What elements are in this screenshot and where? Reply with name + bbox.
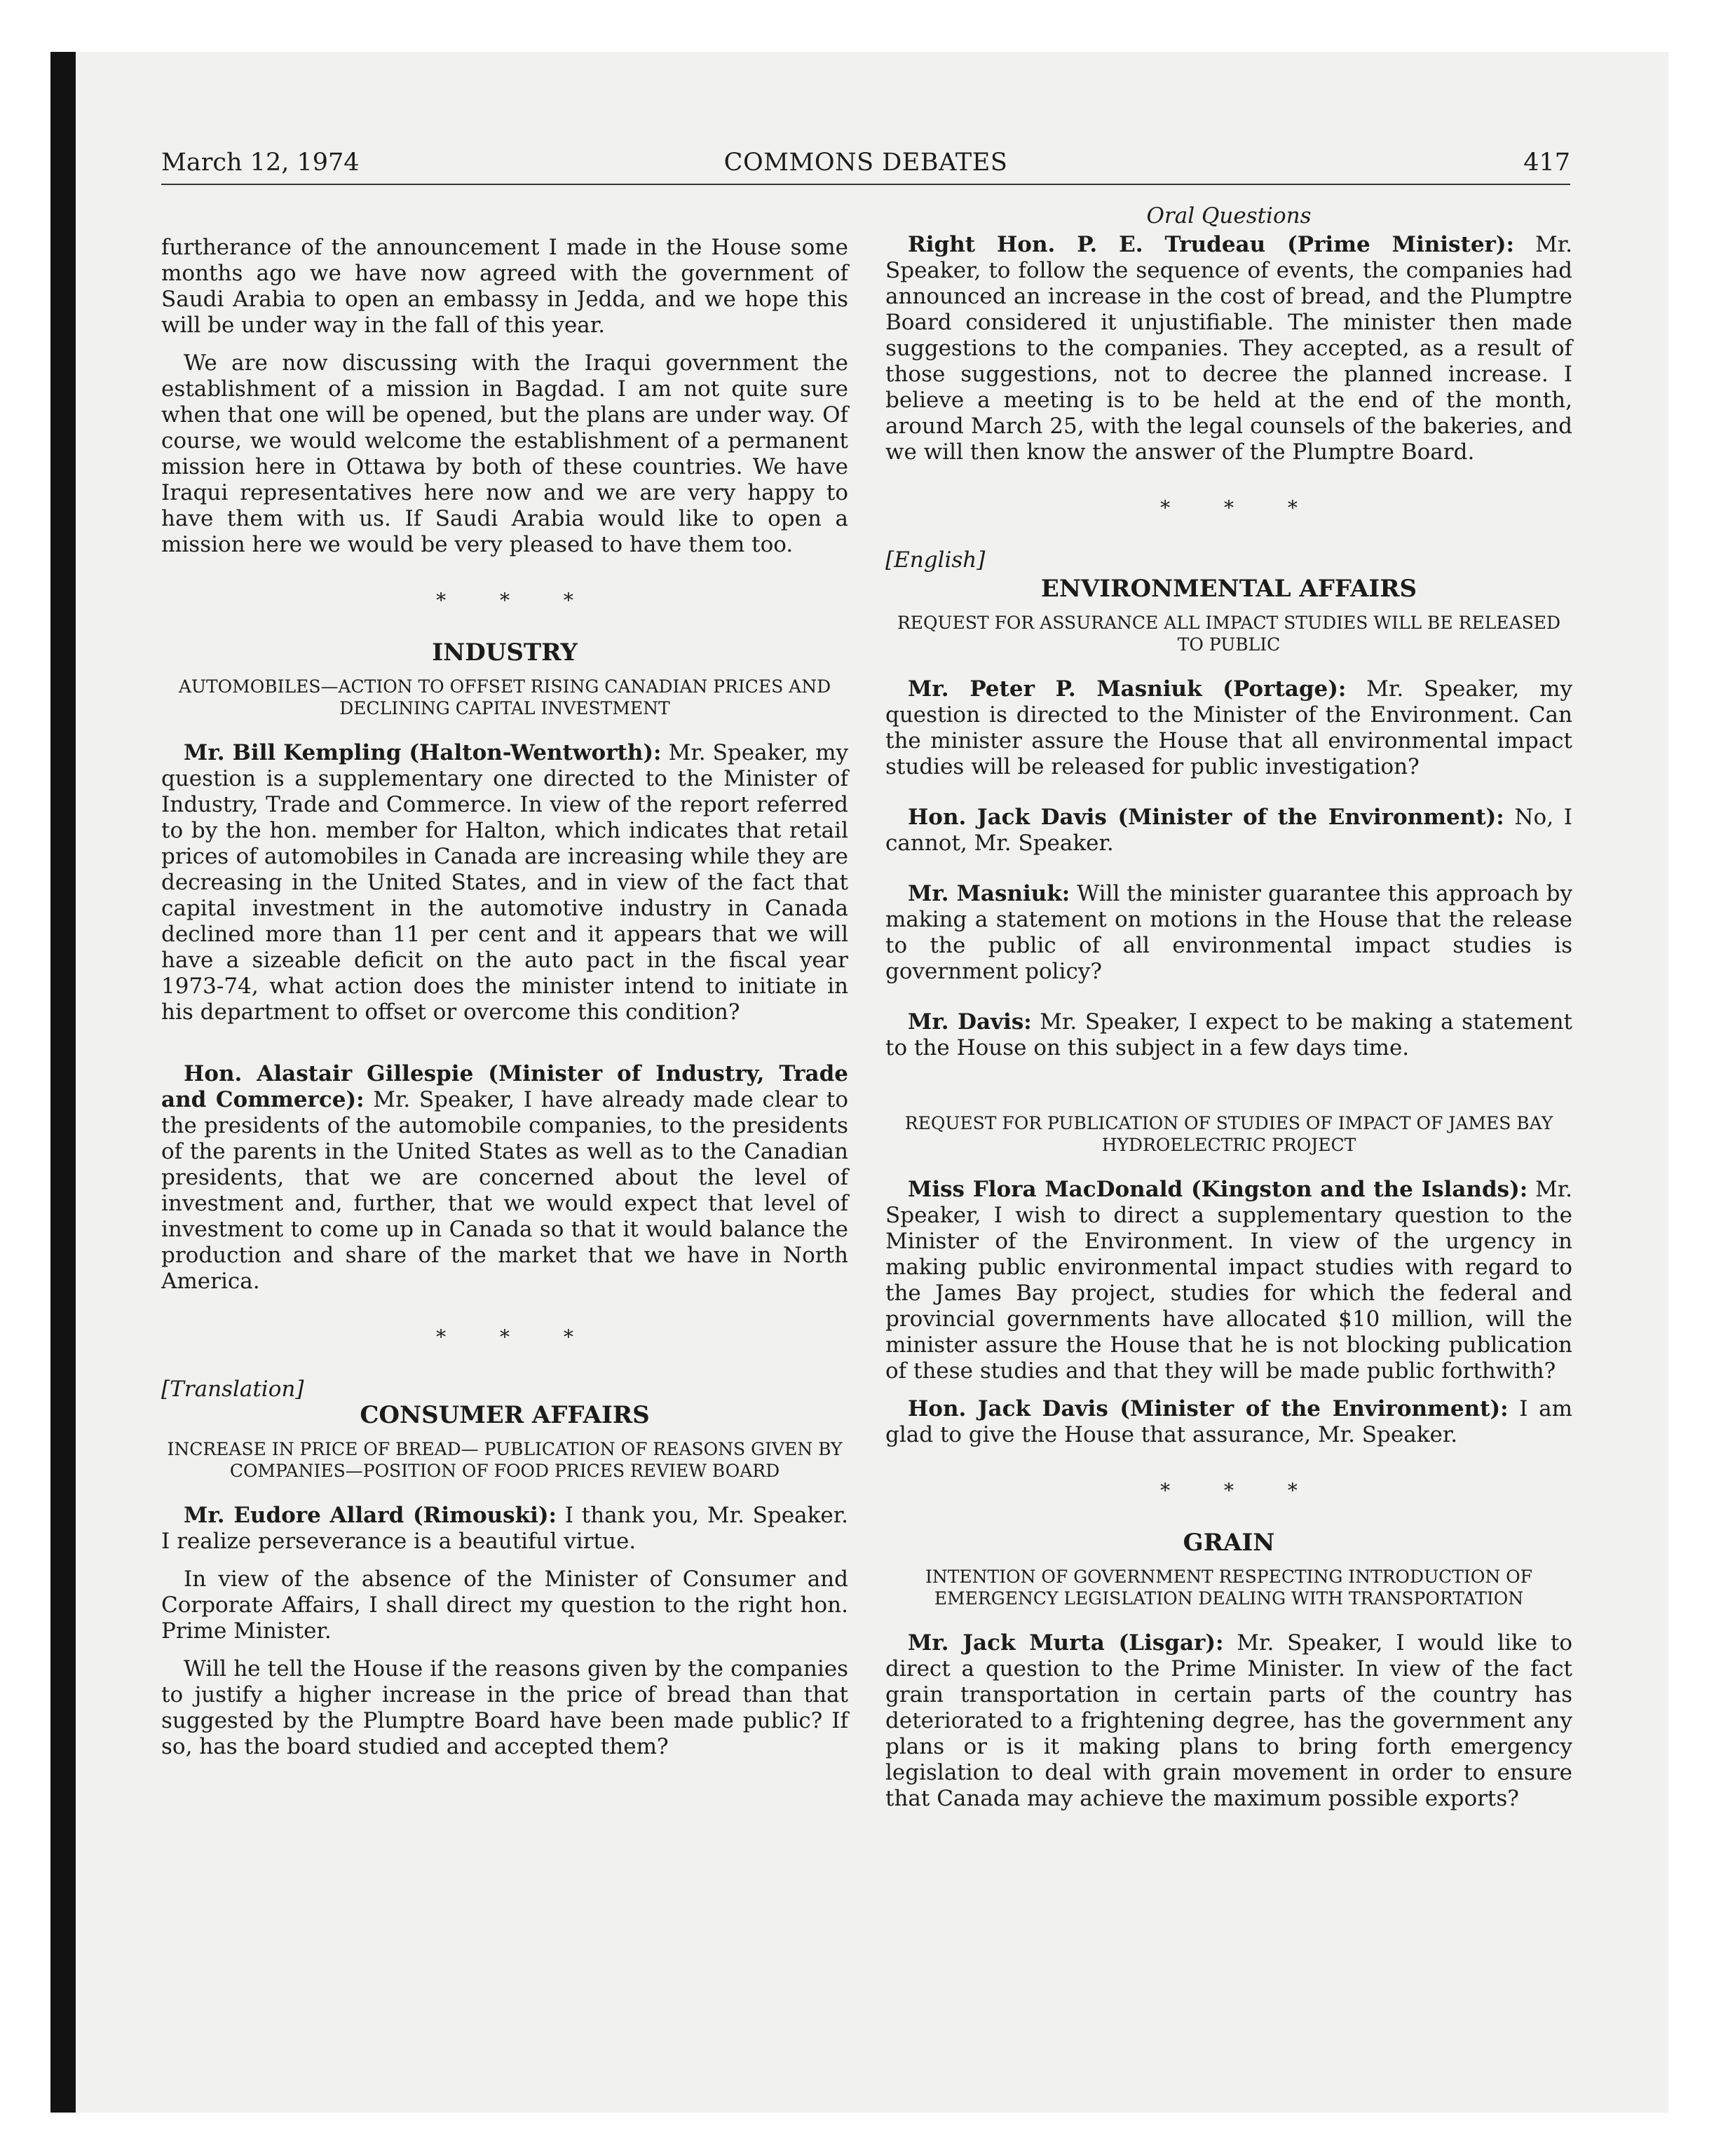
language-label: [English] [885,547,986,573]
speech-text: Mr. Speaker, my question is directed to the Minister of the Environment. Can the minister assure the House that all environmental impact studies will be released for public investigation? [885,676,1572,779]
speaker-name: Mr. Masniuk: [908,881,1070,906]
speech-paragraph [885,1177,1572,1384]
section-separator: * * * [1160,496,1321,519]
speech-paragraph [885,1009,1572,1061]
speaker-name: Mr. Bill Kempling (Halton-Wentworth): [184,740,662,765]
speaker-name: Miss Flora MacDonald (Kingston and the Islands): [908,1177,1528,1202]
left-column [161,235,848,1772]
speaker-name: Hon. Jack Davis (Minister of the Environment): [908,1396,1509,1421]
paragraph: Will he tell the House if the reasons given by the companies to justify a higher increase in the price of bread than that suggested by the Plumptre Board have been made public? If so, has the board studied and accepted them? [161,1656,848,1759]
speech-text: Mr. Speaker, I expect to be making a statement to the House on this subject in a few days time. [885,1009,1572,1060]
subheading: INCREASE IN PRICE OF BREAD— PUBLICATION OF REASONS GIVEN BY COMPANIES—POSITION OF FOOD PRICES REVIEW BOARD [167,1439,843,1481]
speech-text: Will the minister guarantee this approach by making a statement on motions in the House that the release to the public of all environmental impact studies is government policy? [885,881,1572,984]
section-title-environmental-affairs: ENVIRONMENTAL AFFAIRS [1040,575,1417,603]
speaker-name: Hon. Alastair Gillespie (Minister of Industry, Trade and Commerce): [161,1061,848,1112]
section-separator: * * * [1160,1479,1321,1502]
header-title: COMMONS DEBATES [723,149,1008,177]
subheading: INTENTION OF GOVERNMENT RESPECTING INTRODUCTION OF EMERGENCY LEGISLATION DEALING WITH TRANSPORTATION [925,1567,1532,1609]
speech-text: No, I cannot, Mr. Speaker. [885,805,1572,856]
speech-text: Mr. Speaker, my question is a supplementary one directed to the Minister of Industry, Trade and Commerce. In view of the report referred to by the hon. member for Halton, which indicates that retail prices of automobiles in Canada are increasing while they are decreasing in the United States, and in view of the fact that capital investment in the automotive industry in Canada declined more than 11 per cent and it appears that we will have a sizeable deficit on the auto pact in the fiscal year 1973-74, what action does the minister intend to initiate in his department to offset or overcome this condition? [161,740,848,1025]
speech-text: Mr. Speaker, I would like to direct a question to the Prime Minister. In view of the fact grain transportation in certain parts of the country has deteriorated to a frightening degree, has the government any plans or is it making plans to bring forth emergency legislation to deal with grain movement in order to ensure that Canada may achieve the maximum possible exports? [885,1630,1572,1811]
running-head: Oral Questions [1146,203,1312,228]
speech-paragraph [885,232,1572,465]
speaker-name: Mr. Davis: [908,1009,1032,1035]
speaker-name: Hon. Jack Davis (Minister of the Environment): [908,805,1504,830]
subheading: REQUEST FOR ASSURANCE ALL IMPACT STUDIES WILL BE RELEASED TO PUBLIC [897,613,1561,655]
section-title-consumer-affairs: CONSUMER AFFAIRS [360,1401,650,1429]
speech-paragraph [885,1396,1572,1448]
right-column [885,203,1572,1824]
speech-paragraph [885,881,1572,985]
paragraph: We are now discussing with the Iraqui government the establishment of a mission in Bagdad. I am not quite sure when that one will be opened, but the plans are under way. Of course, we would welcome the establishment of a permanent mission here in Ottawa by both of these countries. We have Iraqui representatives here now and we are very happy to have them with us. If Saudi Arabia would like to open a mission here we would be very pleased to have them too. [161,350,848,557]
speech-text: Mr. Speaker, I have already made clear to the presidents of the automobile companies, to the presidents of the parents in the United States as well as to the Canadian presidents, that we are concerned about the level of investment and, further, that we would expect that level of investment to come up in Canada so that it would balance the production and share of the market that we have in North America. [161,1087,848,1294]
scan-edge [50,52,76,2113]
section-title-industry: INDUSTRY [432,639,578,667]
speech-text: Mr. Speaker, to follow the sequence of events, the companies had announced an increase in the cost of bread, and the Plumptre Board considered it unjustifiable. The minister then made suggestions to the companies. They accepted, as a result of those suggestions, not to decree the planned increase. I believe a meeting is to be held at the end of the month, around March 25, with the legal counsels of the bakeries, and we will then know the answer of the Plumptre Board. [885,232,1572,465]
speaker-name: Mr. Peter P. Masniuk (Portage): [908,676,1347,702]
speech-text: Mr. Speaker, I wish to direct a supplementary question to the Minister of the Environment. In view of the urgency in making public environmental impact studies with regard to the James Bay project, studies for which the federal and provincial governments have allocated $10 million, will the minister assure the House that he is not blocking publication of these studies and that they will be made public forthwith? [885,1177,1572,1384]
speech-paragraph [161,1061,848,1295]
section-separator: * * * [436,589,597,612]
speech-paragraph [885,1630,1572,1812]
speech-paragraph [161,1503,848,1555]
speech-text: I am glad to give the House that assurance, Mr. Speaker. [885,1396,1572,1447]
subheading: REQUEST FOR PUBLICATION OF STUDIES OF IMPACT OF JAMES BAY HYDROELECTRIC PROJECT [904,1113,1553,1155]
speech-paragraph [885,676,1572,780]
speech-text: I thank you, Mr. Speaker. I realize perseverance is a beautiful virtue. [161,1503,848,1554]
page-header [161,149,1570,185]
header-page-number: 417 [1523,149,1570,177]
section-title-grain: GRAIN [1183,1529,1275,1557]
language-label: [Translation] [161,1377,304,1402]
speech-paragraph [885,805,1572,857]
speaker-name: Right Hon. P. E. Trudeau (Prime Minister): [908,232,1514,257]
paragraph: furtherance of the announcement I made in the House some months ago we have now agreed with the government of Saudi Arabia to open an embassy in Jedda, and we hope this will be under way in the fall of this year. [161,235,848,338]
section-separator: * * * [436,1325,597,1349]
speaker-name: Mr. Eudore Allard (Rimouski): [184,1503,557,1528]
subheading: AUTOMOBILES—ACTION TO OFFSET RISING CANADIAN PRICES AND DECLINING CAPITAL INVESTMENT [178,676,831,718]
speech-paragraph [161,740,848,1025]
speaker-name: Mr. Jack Murta (Lisgar): [908,1630,1224,1656]
paragraph: In view of the absence of the Minister of Consumer and Corporate Affairs, I shall direct my question to the right hon. Prime Minister. [161,1567,848,1644]
header-date: March 12, 1974 [161,149,360,177]
